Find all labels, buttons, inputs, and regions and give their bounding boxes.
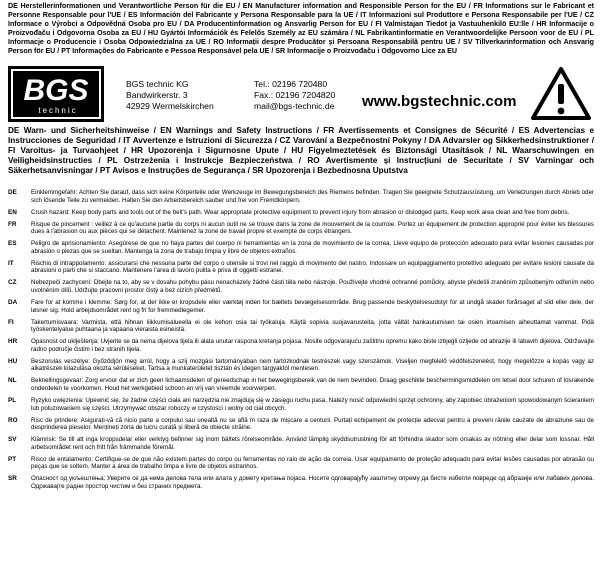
contact-details xyxy=(254,79,335,111)
warning-text: Fare for at komme i klemme: Sørg for, at der ikke er kropsdele eller værktøj inden for bæltets bevægelsesområde. Brug passende beskyttelsesudstyr for at undgå skader forårsaget af slid eller dele, der løsner sig. Hold arbejdsområdet rent og fri for fremmedlegemer. xyxy=(31,299,594,314)
bgs-logo xyxy=(8,66,104,122)
warning-text: Опасност од укљештења: Уверите се да нема делова тела или алата у домету кретања појаса. Носите одговарајућу заштитну опрему да бисте избегли повреде од абразије или лабавих делова. Одржавајте радни простор чистим и без страних предмета. xyxy=(31,475,594,490)
warning-row-sr xyxy=(8,475,594,490)
warning-row-pt xyxy=(8,456,594,471)
lang-code: PT xyxy=(8,455,17,463)
warnings-list xyxy=(8,189,594,495)
contact-block xyxy=(8,66,594,124)
lang-code: NL xyxy=(8,377,17,385)
warning-text: Beszorulás veszélye: Győződjön meg arról, hogy a szíj mozgási tartományában nem tartózkodnak testrészek vagy szerszámok. Viseljen megfelelő védőfelszerelést, hogy megelőzze a kopás vagy az alkatrészek kilazulása okozta sérüléseket. Tartsa a munkaterületet tisztán és idegen tárgyaktól mentesen. xyxy=(31,357,594,373)
warning-text: Risc de prindere: Asigurați-vă că nicio parte a corpului sau unealtă nu se află în raza de mișcare a centurii. Purtați echipament de protecție adecvat pentru a preveni rănile cauzate de abraziune sau de desprinderea pieselor. Mențineți zona de lucru curată și liberă de obiecte străine. xyxy=(31,416,594,432)
warning-row-fr xyxy=(8,221,594,236)
company-address xyxy=(126,79,214,111)
lang-code: FR xyxy=(8,220,17,228)
warning-text: Nebezpečí zachycení: Dbejte na to, aby se v dosahu pohybu pásu nenacházely žádné části těla nebo nástroje. Používejte vhodné ochranné pomůcky, abyste předešli zraněním způsobeným odřením nebo uvolněním dílů. Udržujte pracovní prostor čistý a bez cizích předmětů. xyxy=(31,279,594,294)
logo-main-text: BGS xyxy=(23,74,89,107)
warning-text: Beknellingsgevaar: Zorg ervoor dat er zich geen lichaamsdelen of gereedschap in het bewegingsbereik van de riem bevinden. Draag geschikte beschermingsmiddelen om letsel door schuren of losrakende onderdelen te voorkomen. Houd het werkgebied schoon en vrij van vreemde voorwerpen. xyxy=(31,377,594,392)
manufacturer-info-header: DE Herstellerinformationen und Verantwortliche Person für die EU / EN Manufacturer information and Responsible Person for the EU / FR Informations sur le Fabricant et Personne Responsable pour l'UE / ES Información del Fabricante y Persona Responsable para la UE / IT Informazioni sul Produttore e Persona Responsabile per l'UE / CZ Informace o Výrobci a Odpovědná Osoba pro EU / DA Producentinformation og Ansvarlig Person for EU / FI Valmistajan Tiedot ja Vastuuhenkilö EU:lle / HR Informacije o Proizvođaču i Odgovorna Osoba za EU / HU Gyártói Információk és Felelős Személy az EU számára / NL Fabrikantinformatie en Verantwoordelijke Persoon voor de EU / PL Informacje o Producencie i Osoba Odpowiedzialna za UE / RO Informații despre Producător și Persoana Responsabilă pentru UE / SV Tillverkarinformation och Ansvarig Person för EU / PT Informações do Fabricante e Pessoa Responsável pela UE / SR Informacije o Proizvođaču i Odgovorno Lice za EU xyxy=(8,2,594,55)
warning-row-fi xyxy=(8,319,594,334)
warning-text: Ryzyko uwięzienia: Upewnić się, że żadne części ciała ani narzędzia nie znajdują się w zasięgu ruchu pasa. Należy nosić odpowiedni sprzęt ochronny, aby zapobiec obrażeniom spowodowanym ścieraniem lub poluzowaniem się części. Utrzymywać obszar roboczy w czystości i wolny od ciał obcych. xyxy=(31,397,594,412)
logo-sub-text: technic xyxy=(38,106,78,115)
warning-text: Takertumisvaara: Varmista, että hihnan liikkumisalueella ei ole kehon osia tai työkaluja. Käytä sopivia suojavarusteita, jotta vältät hankautumisen tai osien irtoamisen aiheuttamat vammat. Pidä työskentelyalue puhtaana ja vapaana vieraista esineistä. xyxy=(31,318,594,334)
warning-text: Risque de pincement : veillez à ce qu'aucune partie du corps ni aucun outil ne se trouve dans la zone de mouvement de la courroie. Portez un équipement de protection approprié pour éviter les blessures dues à l'abrasion ou aux pièces qui se détachent. Maintenez la zone de travail propre et exempte de corps étrangers. xyxy=(31,220,594,236)
warning-row-en xyxy=(8,209,594,217)
warning-row-cz xyxy=(8,279,594,294)
warning-text: Rischio di intrappolamento: assicurarsi che nessuna parte del corpo o utensile si trovi nel raggio di movimento del nastro. Indossare un equipaggiamento protettivo adeguato per evitare lesioni causate da abrasioni o parti che si staccano. Mantenere l'area di lavoro pulita e priva di oggetti estranei. xyxy=(31,259,594,275)
lang-code: ES xyxy=(8,240,17,248)
warning-row-hu xyxy=(8,358,594,373)
lang-code: DA xyxy=(8,299,18,307)
lang-code: SV xyxy=(8,436,17,444)
lang-code: CZ xyxy=(8,279,17,287)
warning-row-pl xyxy=(8,397,594,412)
warning-row-es xyxy=(8,240,594,255)
lang-code: RO xyxy=(8,416,18,424)
email[interactable]: mail@bgs-technic.de xyxy=(254,100,335,111)
lang-code: FI xyxy=(8,318,14,326)
warning-text: Peligro de aprisionamiento: Asegúrese de que no haya partes del cuerpo ni herramientas en la zona de movimiento de la correa. Lleve equipo de protección adecuado para evitar lesiones causadas por abrasión o piezas que se sueltan. Mantenga la zona de trabajo limpia y libre de objetos extraños. xyxy=(31,240,594,255)
lang-code: EN xyxy=(8,208,17,216)
warning-text: Einklemmgefahr: Achten Sie darauf, dass sich keine Körperteile oder Werkzeuge im Bewegungsbereich des Riemens befinden. Tragen Sie geeignete Schutzausrüstung, um Verletzungen durch Abrieb oder sich lösende Teile zu vermeiden. Halten Sie den Arbeitsbereich sauber und frei von Fremdkörpern. xyxy=(31,189,594,204)
warning-row-ro xyxy=(8,417,594,432)
warning-row-it xyxy=(8,260,594,275)
warning-text: Opasnost od uklještenja: Uvjerite se da nema dijelova tijela ili alata unutar raspona kretanja pojasa. Nosite odgovarajuću zaštitnu opremu kako biste izbjegli ozljede od abrazije ili labavih dijelova. Održavajte radno područje čistim i bez stranih tijela. xyxy=(31,338,594,353)
lang-code: SR xyxy=(8,475,17,483)
phone: Tel.: 02196 720480 xyxy=(254,79,328,89)
lang-code: PL xyxy=(8,397,17,405)
warning-row-nl xyxy=(8,377,594,392)
warning-text: Crush hazard: Keep body parts and tools out of the belt's path. Wear appropriate protective equipment to prevent injury from abrasion or dislodged parts. Keep work area clean and free from debris. xyxy=(31,208,570,216)
section-title: DE Warn- und Sicherheitshinweise / EN Warnings and Safety Instructions / FR Avertissements et Consignes de Sécurité / ES Advertencias e Instrucciones de Seguridad / IT Avvertenze e Istruzioni di Sicurezza / CZ Varování a Bezpečnostní Pokyny / DA Advarsler og Sikkerhedsinstruktioner / FI Varoitus- ja Turvaohjeet / HR Upozorenja i Sigurnosne Upute / HU Figyelmeztetések és Biztonsági Utasítások / NL Waarschuwingen en Veiligheidsinstructies / PL Ostrzeżenia i Instrukcje Bezpieczeństwa / RO Avertismente și Instrucțiuni de Securitate / SV Varningar och Säkerhetsanvisningar / PT Avisos e Instruções de Segurança / SR Upozorenja i Bezbednosna Uputstva xyxy=(8,126,594,175)
lang-code: HU xyxy=(8,357,18,365)
warning-row-de xyxy=(8,189,594,204)
fax: Fax.: 02196 7204820 xyxy=(254,89,336,100)
company-name: BGS technic KG xyxy=(126,79,189,89)
street: Bandwirkerstr. 3 xyxy=(126,89,188,100)
warning-row-sv xyxy=(8,436,594,451)
warning-row-da xyxy=(8,299,594,314)
lang-code: IT xyxy=(8,259,14,267)
website-link[interactable]: www.bgstechnic.com xyxy=(362,93,517,110)
city: 42929 Wermelskirchen xyxy=(126,100,214,111)
warning-row-hr xyxy=(8,338,594,353)
lang-code: HR xyxy=(8,338,18,346)
warning-text: Klämrisk: Se till att inga kroppsdelar eller verktyg befinner sig inom bältets rörelseområde. Använd lämplig skyddsutrustning för att förhindra skador som orsakas av nötning eller delar som lossnar. Håll arbetsområdet rent och fritt från främmande föremål. xyxy=(31,436,594,451)
warning-text: Risco de entalamento: Certifique-se de que não existem partes do corpo ou ferramentas no raio de ação da correia. Usar equipamento de proteção adequado para evitar lesões causadas por abrasão ou peças que se soltem. Manter a área de trabalho limpa e livre de objetos estranhos. xyxy=(31,455,594,471)
warning-triangle-icon xyxy=(530,66,592,122)
lang-code: DE xyxy=(8,189,17,196)
